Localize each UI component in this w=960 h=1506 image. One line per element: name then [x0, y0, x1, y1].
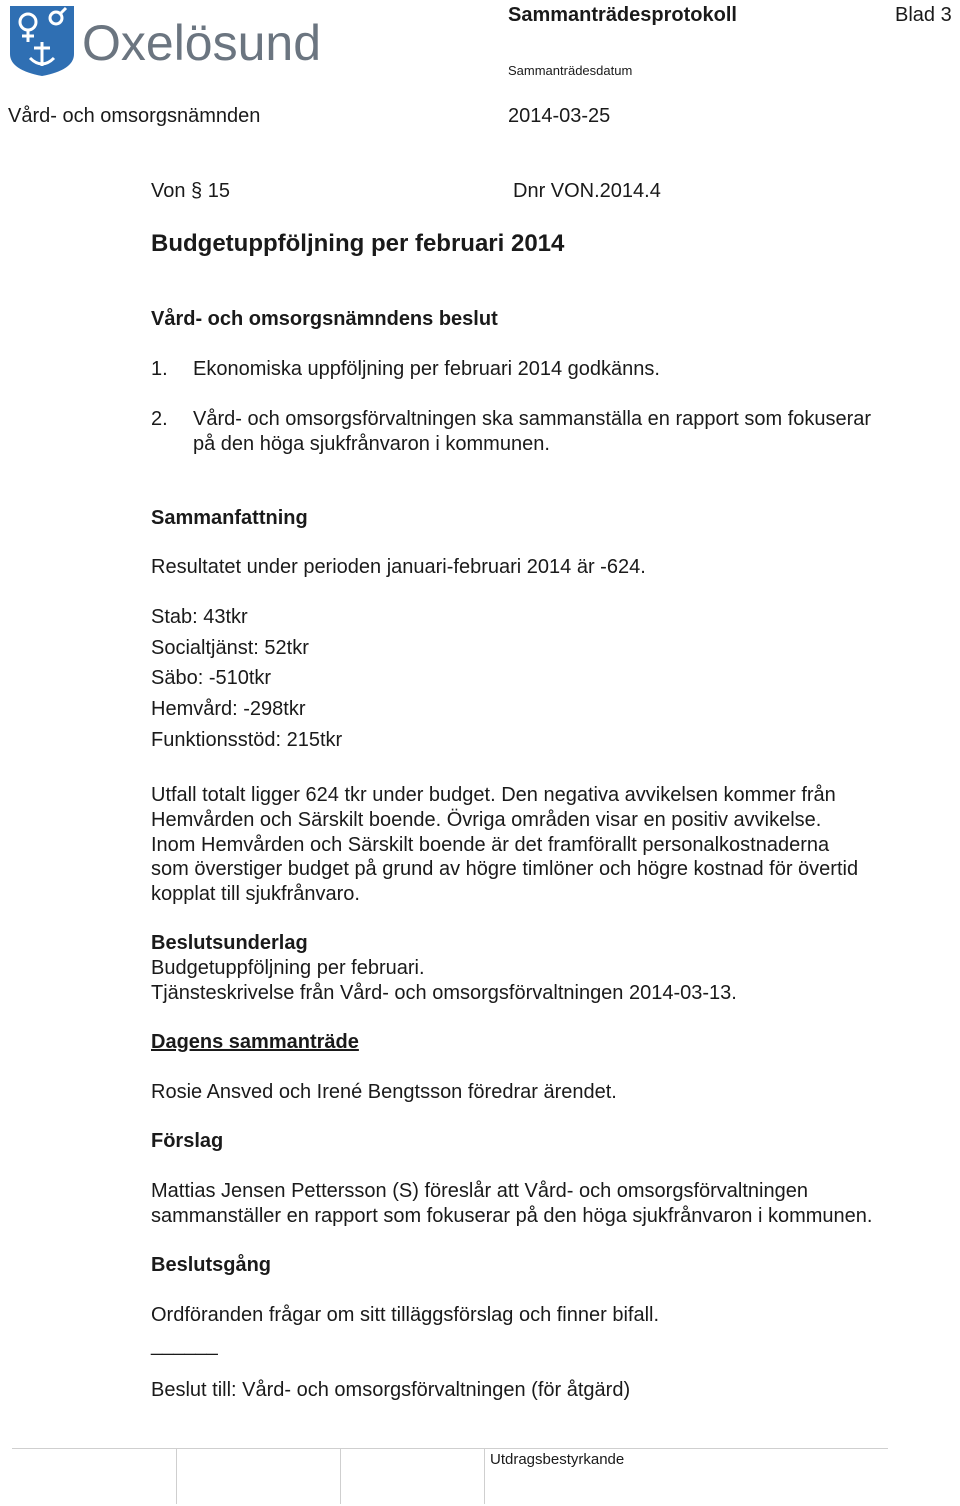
- meeting-date: 2014-03-25: [508, 105, 611, 127]
- proposal-line: sammanställer en rapport som fokuserar på den höga sjukfrånvaron i kommunen.: [151, 1205, 873, 1227]
- case-title: Budgetuppföljning per februari 2014: [151, 230, 565, 257]
- decision-heading: Vård- och omsorgsnämndens beslut: [151, 308, 498, 330]
- summary-line: Säbo: -510tkr: [151, 667, 272, 689]
- logo-wordmark: Oxelösund: [82, 15, 322, 71]
- decision-item-number: 1.: [151, 358, 168, 380]
- proposal-line: Mattias Jensen Pettersson (S) föreslår att Vård- och omsorgsförvaltningen: [151, 1180, 808, 1202]
- document-title: Sammanträdesprotokoll: [508, 4, 737, 26]
- summary-heading: Sammanfattning: [151, 507, 308, 529]
- summary-line: Hemvård: -298tkr: [151, 698, 306, 720]
- signature-box-divider: [176, 1448, 177, 1504]
- meeting-text: Rosie Ansved och Irené Bengtsson föredrar ärendet.: [151, 1081, 617, 1103]
- summary-paragraph-line: Inom Hemvården och Särskilt boende är det framförallt personalkostnaderna: [151, 834, 830, 856]
- decision-item-text: Ekonomiska uppföljning per februari 2014 godkänns.: [193, 358, 660, 380]
- meeting-heading: Dagens sammanträde: [151, 1031, 359, 1053]
- procedure-heading: Beslutsgång: [151, 1254, 272, 1276]
- decision-item-number: 2.: [151, 408, 168, 430]
- oxelosund-logo: [8, 4, 348, 78]
- summary-paragraph-line: som överstiger budget på grund av högre timlöner och högre kostnad för övertid: [151, 858, 859, 880]
- summary-line: Funktionsstöd: 215tkr: [151, 729, 343, 751]
- sheet-number: Blad 3: [895, 4, 952, 26]
- separator-rule: ______: [151, 1334, 218, 1356]
- procedure-text: Ordföranden frågar om sitt tilläggsförslag och finner bifall.: [151, 1304, 660, 1326]
- summary-paragraph-line: kopplat till sjukfrånvaro.: [151, 883, 360, 905]
- summary-paragraph-line: Hemvården och Särskilt boende. Övriga områden visar en positiv avvikelse.: [151, 809, 822, 831]
- certification-label: Utdragsbestyrkande: [490, 1451, 625, 1468]
- committee-name: Vård- och omsorgsnämnden: [8, 105, 261, 127]
- dnr-number: Dnr VON.2014.4: [513, 180, 661, 202]
- decision-item-text: på den höga sjukfrånvaron i kommunen.: [193, 433, 550, 455]
- basis-heading: Beslutsunderlag: [151, 932, 308, 954]
- signature-box-divider: [340, 1448, 341, 1504]
- footer-top-border: [12, 1448, 888, 1449]
- decision-recipient: Beslut till: Vård- och omsorgsförvaltningen (för åtgärd): [151, 1379, 631, 1401]
- summary-paragraph-line: Utfall totalt ligger 624 tkr under budget. Den negativa avvikelsen kommer från: [151, 784, 836, 806]
- decision-item-text: Vård- och omsorgsförvaltningen ska sammanställa en rapport som fokuserar: [193, 408, 872, 430]
- signature-box-divider: [484, 1448, 485, 1504]
- basis-line: Tjänsteskrivelse från Vård- och omsorgsförvaltningen 2014-03-13.: [151, 982, 737, 1004]
- meeting-date-label: Sammanträdesdatum: [508, 63, 633, 78]
- summary-line: Stab: 43tkr: [151, 606, 248, 628]
- basis-line: Budgetuppföljning per februari.: [151, 957, 425, 979]
- paragraph-number: Von § 15: [151, 180, 230, 202]
- summary-result: Resultatet under perioden januari-februari 2014 är -624.: [151, 556, 646, 578]
- proposal-heading: Förslag: [151, 1130, 224, 1152]
- summary-line: Socialtjänst: 52tkr: [151, 637, 309, 659]
